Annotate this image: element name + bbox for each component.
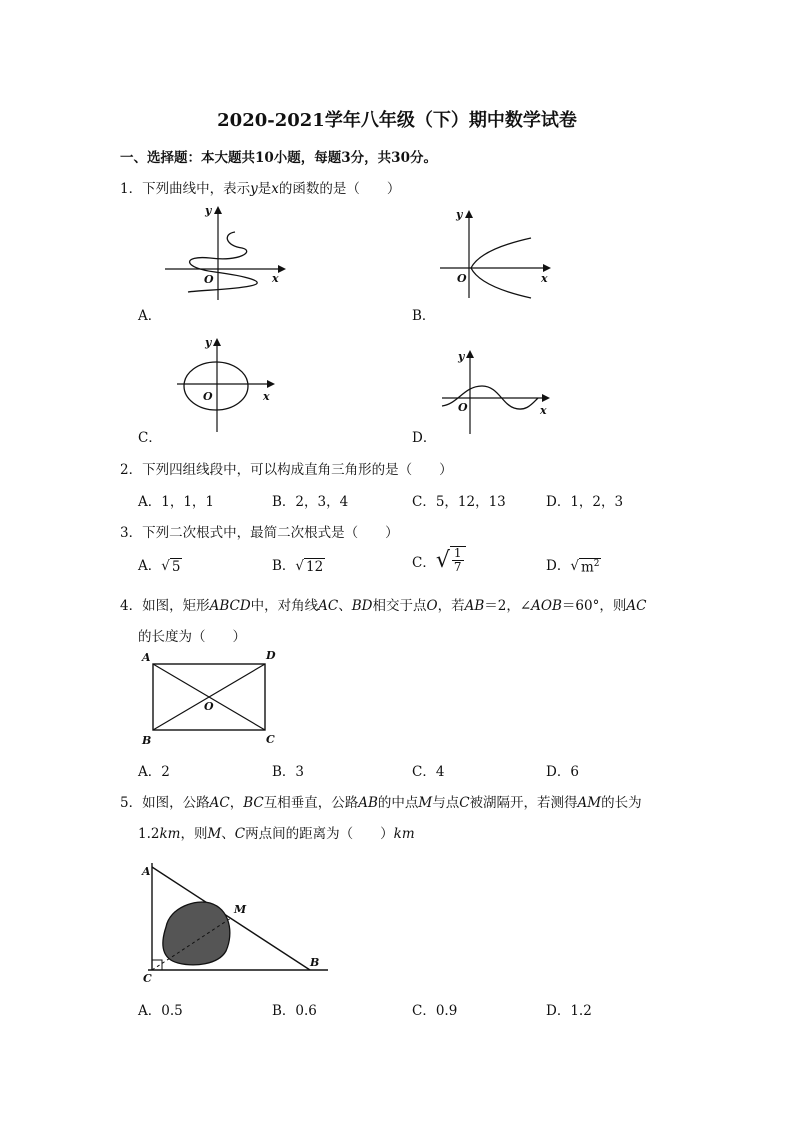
q4-label-d: D	[266, 649, 276, 662]
q2-option-a[interactable]: A．1，1，1	[138, 494, 215, 510]
q1-graph-b	[435, 206, 555, 301]
q4-option-c[interactable]: C．4	[412, 764, 445, 780]
q1d-y-label: y	[458, 350, 465, 363]
q5-option-c[interactable]: C．0.9	[412, 1003, 458, 1019]
q1-graph-a	[160, 202, 290, 302]
sqrt-symbol: √ $m^2$	[570, 558, 600, 576]
q5-label-c: C	[143, 972, 152, 985]
question-5-stem-line2: 1.2km，则M、C两点间的距离为（ ）km	[138, 826, 415, 842]
q3-option-c[interactable]: C． √ $\frac{1}{7}$	[412, 546, 466, 576]
q3-option-b[interactable]: B． √ 12	[272, 558, 324, 575]
q5-triangle-figure	[138, 855, 338, 985]
q1a-origin-label: O	[204, 273, 214, 286]
q4-label-a: A	[142, 651, 151, 664]
q4-label-c: C	[266, 733, 275, 746]
q1a-x-label: x	[272, 272, 279, 285]
question-3-stem: 3．下列二次根式中，最简二次根式是（ ）	[120, 525, 399, 541]
q1-option-a[interactable]: A．	[138, 308, 162, 324]
q3-option-d[interactable]: D． √ $m^2$	[546, 558, 600, 576]
q1d-x-label: x	[540, 404, 547, 417]
page-title: 2020-2021学年八年级（下）期中数学试卷	[217, 110, 577, 131]
q1b-x-label: x	[541, 272, 548, 285]
q1-option-b[interactable]: B．	[412, 308, 436, 324]
q4-option-b[interactable]: B．3	[272, 764, 305, 780]
sqrt-symbol: √ 5	[161, 558, 181, 575]
question-4-stem-line2: 的长度为（ ）	[138, 629, 246, 645]
section-heading: 一、选择题：本大题共10小题，每题3分，共30分。	[120, 150, 437, 166]
q1b-origin-label: O	[457, 272, 467, 285]
question-1-stem: 1．下列曲线中，表示y是x的函数的是（ ）	[120, 181, 401, 197]
q1d-origin-label: O	[458, 401, 468, 414]
q1-graph-c	[175, 334, 280, 434]
q4-label-o: O	[204, 700, 214, 713]
question-2-stem: 2．下列四组线段中，可以构成直角三角形的是（ ）	[120, 462, 453, 478]
q4-option-a[interactable]: A．2	[138, 764, 170, 780]
q3-option-a[interactable]: A． √ 5	[138, 558, 181, 575]
q2-option-b[interactable]: B．2，3，4	[272, 494, 349, 510]
q1c-y-label: y	[205, 336, 212, 349]
q2-option-c[interactable]: C．5，12，13	[412, 494, 506, 510]
q5-label-a: A	[142, 865, 151, 878]
q1c-origin-label: O	[203, 390, 213, 403]
q5-option-d[interactable]: D．1.2	[546, 1003, 592, 1019]
sqrt-symbol: √ $\frac{1}{7}$	[436, 546, 466, 576]
sqrt-symbol: √ 12	[295, 558, 324, 575]
question-4-stem-line1: 4．如图，矩形ABCD中，对角线AC、BD相交于点O，若AB＝2，∠AOB＝60°，则AC	[120, 598, 647, 614]
q5-label-b: B	[310, 956, 320, 969]
q1b-y-label: y	[456, 208, 463, 221]
q1-option-d[interactable]: D．	[412, 430, 437, 446]
q5-label-m: M	[234, 903, 247, 916]
q1-option-c[interactable]: C．	[138, 430, 162, 446]
q4-option-d[interactable]: D．6	[546, 764, 579, 780]
q2-option-d[interactable]: D．1，2，3	[546, 494, 624, 510]
q1a-y-label: y	[205, 204, 212, 217]
q1c-x-label: x	[263, 390, 270, 403]
q5-option-a[interactable]: A．0.5	[138, 1003, 183, 1019]
q4-label-b: B	[142, 734, 152, 747]
q1-graph-d	[440, 346, 555, 436]
question-5-stem-line1: 5．如图，公路AC，BC互相垂直，公路AB的中点M与点C被湖隔开，若测得AM的长为	[120, 795, 642, 811]
q5-option-b[interactable]: B．0.6	[272, 1003, 317, 1019]
q4-rectangle-figure	[138, 648, 288, 748]
